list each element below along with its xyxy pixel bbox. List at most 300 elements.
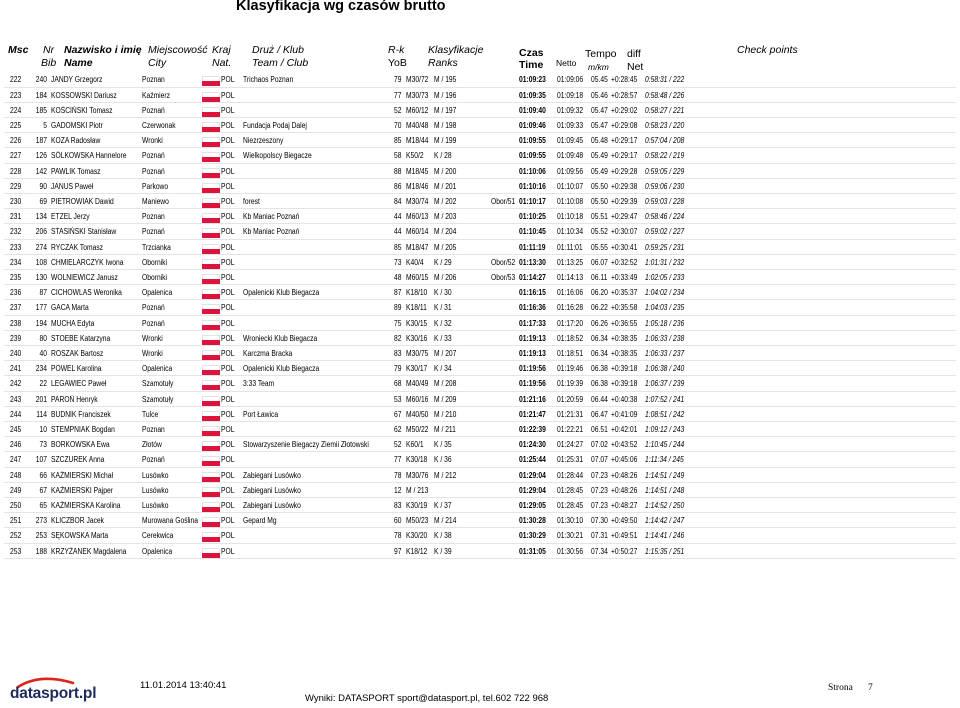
cell-extra-class: Obor/51 — [491, 197, 516, 206]
cell-nationality: POL — [221, 379, 235, 389]
cell-bib: 107 — [35, 455, 47, 465]
cell-pace: 06.26 — [591, 318, 608, 328]
poland-flag-icon — [202, 365, 220, 375]
cell-bib: 90 — [39, 181, 47, 191]
table-row — [4, 422, 956, 437]
cell-gross-time: 01:11:19 — [519, 242, 546, 252]
cell-bib: 274 — [35, 242, 47, 252]
cell-position: 230 — [10, 197, 22, 206]
cell-position: 244 — [10, 409, 22, 419]
cell-category: M60/15 — [406, 273, 429, 282]
table-row — [4, 331, 956, 346]
cell-team: Kb Maniac Poznań — [243, 227, 300, 237]
cell-year-of-birth: 84 — [394, 197, 402, 206]
cell-diff: +0:49:51 — [611, 531, 638, 541]
table-row — [4, 316, 956, 331]
cell-diff: +0:30:07 — [611, 227, 638, 237]
cell-nationality: POL — [221, 364, 235, 374]
cell-year-of-birth: 62 — [394, 425, 402, 434]
cell-net-time: 01:09:45 — [557, 136, 584, 146]
poland-flag-icon — [202, 183, 220, 193]
cell-year-of-birth: 44 — [394, 212, 402, 222]
cell-net-rank: 0:58:46 / 224 — [645, 212, 685, 222]
table-row — [4, 513, 956, 528]
cell-team: Opalenicki Klub Biegacza — [243, 364, 320, 374]
cell-name: GACA Marta — [51, 303, 89, 313]
cell-gross-time: 01:19:13 — [519, 333, 546, 343]
cell-diff: +0:36:55 — [611, 318, 638, 328]
poland-flag-icon — [202, 244, 220, 254]
table-row — [4, 285, 956, 300]
cell-city: Wronki — [142, 333, 163, 343]
cell-city: Poznań — [142, 151, 165, 161]
cell-net-time: 01:09:18 — [557, 90, 584, 100]
cell-name: LEGAWIEC Paweł — [51, 379, 107, 389]
cell-category: M30/72 — [406, 75, 429, 85]
cell-net-rank: 1:14:51 / 249 — [645, 470, 685, 480]
cell-bib: 201 — [35, 394, 47, 404]
page-label: Strona — [828, 683, 853, 693]
cell-year-of-birth: 79 — [394, 75, 402, 85]
header-yob-pl: R-k — [388, 44, 405, 56]
cell-category: K18/12 — [406, 546, 428, 556]
cell-city: Lusówko — [142, 501, 169, 510]
cell-position: 239 — [10, 333, 22, 343]
cell-gross-time: 01:10:25 — [519, 212, 546, 222]
cell-category: M18/47 — [406, 242, 429, 252]
cell-city: Tulce — [142, 409, 159, 419]
table-row — [4, 88, 956, 103]
cell-diff: +0:29:39 — [611, 197, 638, 206]
cell-rank: M / 210 — [434, 409, 457, 419]
cell-team: Stowarzyszenie Biegaczy Ziemii Złotowski — [243, 440, 369, 450]
cell-diff: +0:49:50 — [611, 516, 638, 526]
cell-position: 245 — [10, 425, 22, 434]
cell-bib: 66 — [39, 470, 47, 480]
cell-city: Maniewo — [142, 197, 169, 206]
cell-rank: K / 30 — [434, 288, 452, 298]
header-bib-en: Bib — [41, 57, 57, 69]
cell-net-rank: 1:05:18 / 236 — [645, 318, 685, 328]
cell-nationality: POL — [221, 485, 235, 495]
poland-flag-icon — [202, 335, 220, 345]
cell-bib: 206 — [35, 227, 47, 237]
cell-city: Poznań — [142, 166, 165, 176]
cell-city: Trzcianka — [142, 242, 171, 252]
cell-gross-time: 01:29:04 — [519, 470, 546, 480]
cell-city: Złotów — [142, 440, 162, 450]
cell-year-of-birth: 58 — [394, 151, 402, 161]
cell-city: Parkowo — [142, 181, 169, 191]
cell-pace: 06.22 — [591, 303, 608, 313]
cell-pace: 05.45 — [591, 75, 608, 85]
cell-rank: K / 33 — [434, 333, 452, 343]
cell-nationality: POL — [221, 227, 235, 237]
cell-city: Oborniki — [142, 273, 168, 282]
cell-gross-time: 01:09:46 — [519, 121, 546, 130]
cell-category: K40/4 — [406, 257, 424, 267]
cell-team: Zabiegani Lusówko — [243, 501, 301, 510]
cell-net-rank: 0:59:03 / 228 — [645, 197, 685, 206]
cell-pace: 07.31 — [591, 531, 608, 541]
header-city-en: City — [148, 57, 167, 69]
cell-pace: 05.47 — [591, 121, 608, 130]
poland-flag-icon — [202, 198, 220, 208]
poland-flag-icon — [202, 274, 220, 284]
cell-rank: M / 203 — [434, 212, 457, 222]
cell-category: K30/20 — [406, 531, 428, 541]
cell-diff: +0:33:49 — [611, 273, 638, 282]
cell-city: Lusówko — [142, 470, 169, 480]
cell-net-rank: 1:01:31 / 232 — [645, 257, 685, 267]
footer-contact: Wyniki: DATASPORT sport@datasport.pl, tel.602 722 968 — [305, 693, 549, 704]
cell-category: M60/14 — [406, 227, 429, 237]
cell-city: Kaźmierz — [142, 90, 171, 100]
cell-year-of-birth: 79 — [394, 364, 402, 374]
cell-pace: 07.02 — [591, 440, 608, 450]
header-time-pl: Czas — [519, 47, 544, 59]
cell-nationality: POL — [221, 166, 235, 176]
header-class-pl: Klasyfikacje — [428, 44, 484, 56]
cell-pace: 07.30 — [591, 516, 608, 526]
table-row — [4, 392, 956, 407]
cell-position: 253 — [10, 546, 22, 556]
header-netto: Netto — [556, 58, 577, 68]
table-row — [4, 270, 956, 285]
cell-net-time: 01:21:31 — [557, 409, 584, 419]
cell-bib: 185 — [35, 105, 47, 115]
cell-pace: 05.49 — [591, 166, 608, 176]
cell-rank: M / 202 — [434, 197, 457, 206]
header-position: Msc — [8, 44, 29, 56]
header-diff-en: Net — [627, 61, 644, 73]
cell-bib: 240 — [35, 75, 47, 85]
cell-net-rank: 1:14:51 / 248 — [645, 485, 685, 495]
cell-category: M60/13 — [406, 212, 429, 222]
cell-bib: 114 — [36, 409, 47, 419]
header-pace-en: m/km — [588, 62, 609, 72]
cell-year-of-birth: 60 — [394, 516, 402, 526]
cell-category: M40/48 — [406, 121, 429, 130]
cell-gross-time: 01:09:35 — [519, 90, 546, 100]
cell-net-rank: 1:07:52 / 241 — [645, 394, 685, 404]
cell-diff: +0:50:27 — [611, 546, 638, 556]
poland-flag-icon — [202, 137, 220, 147]
cell-position: 224 — [10, 105, 22, 115]
cell-city: Poznań — [142, 318, 165, 328]
cell-rank: K / 31 — [434, 303, 452, 313]
cell-net-rank: 1:15:35 / 251 — [645, 546, 685, 556]
cell-year-of-birth: 83 — [394, 349, 402, 358]
cell-diff: +0:39:18 — [611, 379, 638, 389]
cell-year-of-birth: 73 — [394, 257, 402, 267]
cell-year-of-birth: 67 — [394, 409, 402, 419]
cell-rank: M / 208 — [434, 379, 457, 389]
poland-flag-icon — [202, 532, 220, 542]
cell-year-of-birth: 53 — [394, 394, 402, 404]
cell-category: M30/75 — [406, 349, 429, 358]
cell-net-rank: 0:58:23 / 220 — [645, 121, 685, 130]
cell-gross-time: 01:19:13 — [519, 349, 546, 358]
cell-net-rank: 1:06:37 / 239 — [645, 379, 685, 389]
cell-name: ETZEL Jerzy — [51, 212, 90, 222]
cell-nationality: POL — [221, 409, 235, 419]
cell-position: 252 — [10, 531, 22, 541]
cell-category: M50/22 — [406, 425, 429, 434]
cell-city: Cerekwica — [142, 531, 174, 541]
cell-team: Gepard Mg — [243, 516, 277, 526]
cell-city: Szamotuły — [142, 379, 174, 389]
cell-net-time: 01:18:52 — [557, 333, 584, 343]
table-row — [4, 300, 956, 315]
cell-position: 246 — [10, 440, 22, 450]
cell-pace: 05.46 — [591, 90, 608, 100]
cell-city: Poznan — [142, 425, 165, 434]
poland-flag-icon — [202, 517, 220, 527]
cell-gross-time: 01:10:16 — [519, 181, 546, 191]
page-number: 7 — [868, 683, 873, 693]
cell-net-rank: 0:59:25 / 231 — [645, 242, 685, 252]
cell-net-rank: 0:59:05 / 229 — [645, 166, 685, 176]
cell-nationality: POL — [221, 181, 235, 191]
cell-name: PAROŃ Henryk — [51, 394, 98, 404]
cell-net-time: 01:13:25 — [557, 257, 584, 267]
cell-extra-class: Obor/52 — [491, 257, 516, 267]
cell-city: Poznań — [142, 105, 165, 115]
cell-position: 222 — [10, 75, 22, 85]
table-row — [4, 528, 956, 543]
cell-net-time: 01:30:21 — [557, 531, 584, 541]
poland-flag-icon — [202, 320, 220, 330]
cell-city: Oborniki — [142, 257, 168, 267]
cell-bib: 67 — [39, 485, 47, 495]
cell-position: 243 — [10, 394, 22, 404]
table-row — [4, 407, 956, 422]
cell-net-time: 01:10:08 — [557, 197, 584, 206]
poland-flag-icon — [202, 289, 220, 299]
cell-name: STASIŃSKI Stanisław — [51, 227, 117, 237]
cell-category: K50/2 — [406, 151, 424, 161]
cell-year-of-birth: 52 — [394, 440, 402, 450]
cell-pace: 05.47 — [591, 105, 608, 115]
cell-category: K30/17 — [406, 364, 428, 374]
cell-rank: K / 29 — [434, 257, 452, 267]
cell-year-of-birth: 48 — [394, 273, 402, 282]
cell-city: Wronki — [142, 136, 163, 146]
cell-diff: +0:41:09 — [611, 409, 638, 419]
cell-category: K30/16 — [406, 333, 428, 343]
cell-year-of-birth: 85 — [394, 136, 402, 146]
cell-gross-time: 01:09:55 — [519, 151, 546, 161]
cell-diff: +0:29:38 — [611, 181, 638, 191]
cell-category: K60/1 — [406, 440, 424, 450]
poland-flag-icon — [202, 411, 220, 421]
cell-diff: +0:32:52 — [611, 257, 638, 267]
cell-bib: 184 — [35, 90, 47, 100]
cell-pace: 05.51 — [591, 212, 608, 222]
cell-name: KOZA Radosław — [51, 136, 101, 146]
cell-net-rank: 1:04:02 / 234 — [645, 288, 685, 298]
cell-net-rank: 0:58:22 / 219 — [645, 151, 685, 161]
poland-flag-icon — [202, 350, 220, 360]
cell-name: KLICZBOR Jacek — [51, 516, 105, 526]
table-row — [4, 72, 956, 87]
cell-nationality: POL — [221, 531, 235, 541]
header-class-en: Ranks — [428, 57, 458, 69]
cell-category: M60/16 — [406, 394, 429, 404]
cell-position: 235 — [10, 273, 22, 282]
cell-diff: +0:29:08 — [611, 121, 638, 130]
cell-rank: M / 206 — [434, 273, 457, 282]
cell-category: M30/73 — [406, 90, 429, 100]
cell-year-of-birth: 78 — [394, 531, 402, 541]
cell-position: 249 — [10, 485, 22, 495]
cell-name: BORKOWSKA Ewa — [51, 440, 110, 450]
poland-flag-icon — [202, 441, 220, 451]
cell-diff: +0:48:26 — [611, 470, 638, 480]
header-team-pl: Druż / Klub — [252, 44, 304, 56]
cell-name: KRZYŻANEK Magdalena — [51, 546, 127, 556]
header-nat-pl: Kraj — [212, 44, 231, 56]
cell-city: Czerwonak — [142, 121, 176, 130]
cell-category: M40/50 — [406, 409, 429, 419]
cell-net-time: 01:22:21 — [557, 425, 584, 434]
page-title: Klasyfikacja wg czasów brutto — [236, 0, 446, 14]
cell-name: KOSSOWSKI Dariusz — [51, 90, 117, 100]
cell-gross-time: 01:14:27 — [519, 273, 546, 282]
cell-team: Kb Maniac Poznań — [243, 212, 300, 222]
cell-gross-time: 01:10:45 — [519, 227, 546, 237]
cell-name: BUDNIK Franciszek — [51, 409, 111, 419]
poland-flag-icon — [202, 426, 220, 436]
table-row — [4, 164, 956, 179]
poland-flag-icon — [202, 380, 220, 390]
cell-rank: M / 207 — [434, 349, 457, 358]
table-row — [4, 103, 956, 118]
cell-name: RYCZAK Tomasz — [51, 242, 104, 252]
cell-rank: M / 196 — [434, 90, 457, 100]
cell-nationality: POL — [221, 75, 235, 85]
logo-text: datasport.pl — [10, 685, 97, 702]
cell-pace: 07.23 — [591, 470, 608, 480]
cell-team: Fundacja Podaj Dalej — [243, 121, 307, 130]
cell-net-rank: 1:08:51 / 242 — [645, 409, 685, 419]
cell-net-time: 01:09:32 — [557, 105, 584, 115]
cell-net-rank: 1:11:34 / 245 — [645, 455, 684, 465]
cell-city: Opalenica — [142, 364, 173, 374]
cell-pace: 07.23 — [591, 485, 608, 495]
cell-bib: 40 — [39, 349, 47, 358]
cell-gross-time: 01:19:56 — [519, 379, 546, 389]
cell-year-of-birth: 89 — [394, 303, 402, 313]
cell-name: CHMIELARCZYK Iwona — [51, 257, 124, 267]
poland-flag-icon — [202, 228, 220, 238]
cell-gross-time: 01:10:06 — [519, 166, 546, 176]
cell-gross-time: 01:09:55 — [519, 136, 546, 146]
cell-gross-time: 01:22:39 — [519, 425, 546, 434]
cell-diff: +0:43:52 — [611, 440, 638, 450]
cell-position: 223 — [10, 90, 22, 100]
cell-net-rank: 1:14:41 / 246 — [645, 531, 685, 541]
poland-flag-icon — [202, 122, 220, 132]
cell-nationality: POL — [221, 318, 235, 328]
cell-bib: 188 — [35, 546, 47, 556]
cell-year-of-birth: 78 — [394, 470, 402, 480]
cell-rank: K / 39 — [434, 546, 452, 556]
cell-pace: 06.38 — [591, 364, 608, 374]
datasport-logo — [10, 674, 110, 706]
poland-flag-icon — [202, 548, 220, 558]
cell-gross-time: 01:09:23 — [519, 75, 546, 85]
cell-nationality: POL — [221, 136, 235, 146]
cell-gross-time: 01:09:40 — [519, 105, 546, 115]
cell-diff: +0:48:26 — [611, 485, 638, 495]
cell-nationality: POL — [221, 273, 235, 282]
cell-category: K30/19 — [406, 501, 428, 510]
table-row — [4, 483, 956, 498]
table-row — [4, 255, 956, 270]
header-pace-pl: Tempo — [585, 48, 617, 60]
cell-category: K30/15 — [406, 318, 428, 328]
cell-net-time: 01:19:46 — [557, 364, 584, 374]
cell-diff: +0:38:35 — [611, 349, 638, 358]
cell-city: Poznań — [142, 227, 165, 237]
cell-position: 240 — [10, 349, 22, 358]
cell-position: 237 — [10, 303, 22, 313]
cell-name: MUCHA Edyta — [51, 318, 95, 328]
cell-diff: +0:29:28 — [611, 166, 638, 176]
table-row — [4, 452, 956, 467]
poland-flag-icon — [202, 396, 220, 406]
cell-rank: K / 36 — [434, 455, 452, 465]
cell-rank: M / 204 — [434, 227, 457, 237]
header-diff-pl: diff — [627, 48, 641, 60]
cell-nationality: POL — [221, 288, 235, 298]
cell-position: 247 — [10, 455, 22, 465]
cell-rank: M / 212 — [434, 470, 457, 480]
cell-bib: 65 — [39, 501, 47, 510]
cell-rank: K / 38 — [434, 531, 452, 541]
cell-gross-time: 01:24:30 — [519, 440, 546, 450]
cell-net-time: 01:17:20 — [557, 318, 584, 328]
cell-city: Poznań — [142, 303, 165, 313]
cell-city: Poznan — [142, 212, 165, 222]
cell-team: Wroniecki Klub Biegacza — [243, 333, 318, 343]
cell-year-of-birth: 52 — [394, 105, 402, 115]
cell-diff: +0:40:38 — [611, 394, 638, 404]
cell-position: 229 — [10, 181, 22, 191]
table-row — [4, 194, 956, 209]
cell-nationality: POL — [221, 546, 235, 556]
cell-nationality: POL — [221, 516, 235, 526]
cell-year-of-birth: 85 — [394, 242, 402, 252]
cell-diff: +0:35:58 — [611, 303, 638, 313]
cell-category: K18/11 — [406, 303, 427, 313]
cell-name: STEMPNIAK Bogdan — [51, 425, 115, 434]
cell-position: 248 — [10, 470, 22, 480]
cell-bib: 187 — [35, 136, 47, 146]
cell-pace: 05.52 — [591, 227, 608, 237]
cell-bib: 87 — [39, 288, 47, 298]
cell-bib: 126 — [35, 151, 47, 161]
cell-name: GADOMSKI Piotr — [51, 121, 103, 130]
cell-year-of-birth: 88 — [394, 166, 402, 176]
header-city-pl: Miejscowość — [148, 44, 208, 56]
table-row — [4, 361, 956, 376]
cell-net-rank: 0:59:02 / 227 — [645, 227, 685, 237]
poland-flag-icon — [202, 76, 220, 86]
cell-nationality: POL — [221, 349, 235, 358]
